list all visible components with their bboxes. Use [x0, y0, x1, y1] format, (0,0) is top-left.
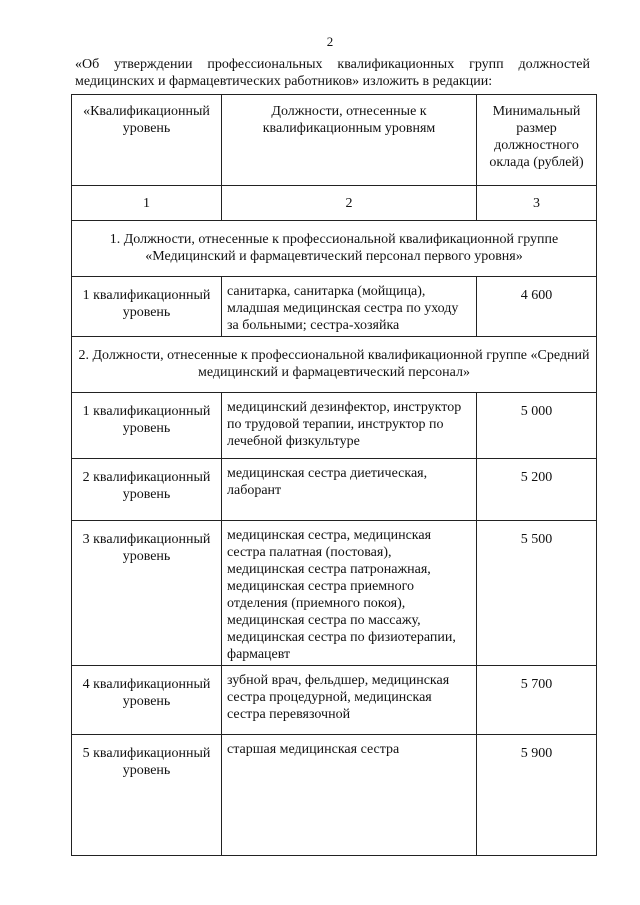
salary-cell: 5 200 [477, 459, 597, 521]
level-cell: 1 квалификационный уровень [72, 277, 222, 337]
level-cell: 1 квалификационный уровень [72, 393, 222, 459]
level-cell: 4 квалификационный уровень [72, 666, 222, 735]
group-title: 2. Должности, отнесенные к профессиональной квалификационной группе «Средний медицинский и фармацевтический персонал» [72, 337, 597, 393]
positions-cell: санитарка, санитарка (мойщица), младшая медицинская сестра по уходу за больными; сестра-хозяйка [222, 277, 477, 337]
column-number: 2 [222, 186, 477, 221]
level-cell: 2 квалификационный уровень [72, 459, 222, 521]
header-salary: Минимальный размер должностного оклада (рублей) [477, 95, 597, 186]
table-row [72, 735, 597, 856]
salary-cell: 4 600 [477, 277, 597, 337]
positions-cell: медицинская сестра диетическая, лаборант [222, 459, 477, 521]
header-row [72, 95, 597, 186]
page-number: 2 [326, 34, 334, 49]
header-positions: Должности, отнесенные к квалификационным уровням [222, 95, 477, 186]
salary-cell: 5 000 [477, 393, 597, 459]
table-row [72, 666, 597, 735]
column-number: 1 [72, 186, 222, 221]
positions-cell: медицинская сестра, медицинская сестра палатная (постовая), медицинская сестра патронажная, медицинская сестра приемного отделения (приемного покоя), медицинская сестра по массажу, медицинская сестра по физиотерапии, фармацевт [222, 521, 477, 666]
table-row [72, 277, 597, 337]
positions-cell: медицинский дезинфектор, инструктор по трудовой терапии, инструктор по лечебной физкультуре [222, 393, 477, 459]
salary-cell: 5 700 [477, 666, 597, 735]
header-level: «Квалификационный уровень [72, 95, 222, 186]
column-number-row [72, 186, 597, 221]
table-row [72, 393, 597, 459]
table-row [72, 521, 597, 666]
group-title-row [72, 221, 597, 277]
group-title-row [72, 337, 597, 393]
level-cell: 5 квалификационный уровень [72, 735, 222, 856]
column-number: 3 [477, 186, 597, 221]
positions-cell: старшая медицинская сестра [222, 735, 477, 856]
level-cell: 3 квалификационный уровень [72, 521, 222, 666]
salary-cell: 5 500 [477, 521, 597, 666]
salary-cell: 5 900 [477, 735, 597, 856]
qualification-table [71, 94, 597, 856]
table-row [72, 459, 597, 521]
group-title: 1. Должности, отнесенные к профессиональной квалификационной группе «Медицинский и фармацевтический персонал первого уровня» [72, 221, 597, 277]
intro-paragraph: «Об утверждении профессиональных квалификационных групп должностей медицинских и фармацевтических работников» изложить в редакции: [75, 57, 590, 89]
positions-cell: зубной врач, фельдшер, медицинская сестра процедурной, медицинская сестра перевязочной [222, 666, 477, 735]
